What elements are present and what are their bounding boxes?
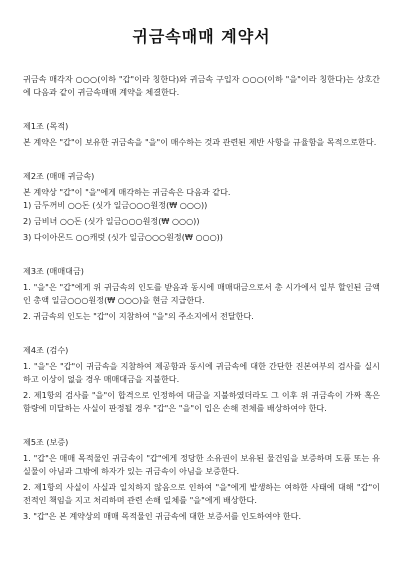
list-item: 2. 제1항의 사실이 사실과 일치하지 않음으로 인하여 "을"에게 발생하는 여하한 사태에 대해 "갑"이 전적인 책임을 지고 처리하며 관련 손해 일체를 "을"에게 배상한다. [23, 482, 380, 505]
list-item: 2. 제1항의 검사를 "을"이 합격으로 인정하여 대금을 지불하였더라도 그 이후 위 귀금속이 가짜 혹은 함량에 미달하는 사실이 판정될 경우 "갑"은 "을"이 입은 손해 전체를 배상하여야 한다. [23, 390, 380, 413]
article-heading: 제4조 (검수) [23, 345, 69, 355]
list-item: 1. "을"은 "갑"이 귀금속을 지참하여 제공함과 동시에 귀금속에 대한 간단한 진본여부의 검사를 실시하고 이상이 없을 경우 매매대금을 지불한다. [23, 361, 380, 384]
article-5 [23, 436, 380, 523]
list-item: 2. 귀금속의 인도는 "갑"이 지참하여 "을"의 주소지에서 전달한다. [23, 311, 254, 321]
article-heading: 제1조 (목적) [23, 121, 69, 131]
article-2 [23, 170, 380, 244]
list-item: 1. "갑"은 매매 목적물인 귀금속이 "갑"에게 정당한 소유권이 보유된 물건임을 보증하며 도품 또는 유실물이 아님과 그밖에 하자가 있는 귀금속이 아님을 보증한다. [23, 453, 380, 476]
article-heading: 제3조 (매매대금) [23, 266, 84, 276]
intro-paragraph: 귀금속 매각자 ○○○(이하 "갑"이라 칭한다)와 귀금속 구입자 ○○○(이하 "을"이라 칭한다)는 상호간에 다음과 같이 귀금속매매 계약을 체결한다. [23, 74, 380, 97]
document-title: 귀금속매매 계약서 [132, 27, 271, 46]
article-heading: 제2조 (매매 귀금속) [23, 171, 95, 181]
article-heading: 제5조 (보증) [23, 437, 69, 447]
article-4 [23, 344, 380, 415]
article-3 [23, 265, 380, 323]
list-item: 3) 다이아몬드 ○○캐럿 (싯가 일금○○○원정(₩ ○○○)) [23, 232, 223, 242]
article-1 [23, 120, 380, 149]
list-item: 1) 금두꺼비 ○○돈 (싯가 일금○○○원정(₩ ○○○)) [23, 200, 208, 210]
article-body: 본 계약상 "갑"이 "을"에게 매각하는 귀금속은 다음과 같다. [23, 187, 231, 197]
list-item: 2) 금비녀 ○○돈 (싯가 일금○○○원정(₩ ○○○)) [23, 216, 200, 226]
article-body: 본 계약은 "갑"이 보유한 귀금속을 "을"이 매수하는 것과 관련된 제반 사항을 규율함을 목적으로한다. [23, 137, 377, 147]
list-item: 3. "갑"은 본 계약상의 매매 목적물인 귀금속에 대한 보증서를 인도하여야 한다. [23, 511, 302, 521]
list-item: 1. "을"은 "갑"에게 위 귀금속의 인도를 받음과 동시에 매매대금으로서 총 시가에서 일부 할인된 금액인 총액 일금○○○원정(₩ ○○○)을 현금 지급한다. [23, 282, 380, 305]
